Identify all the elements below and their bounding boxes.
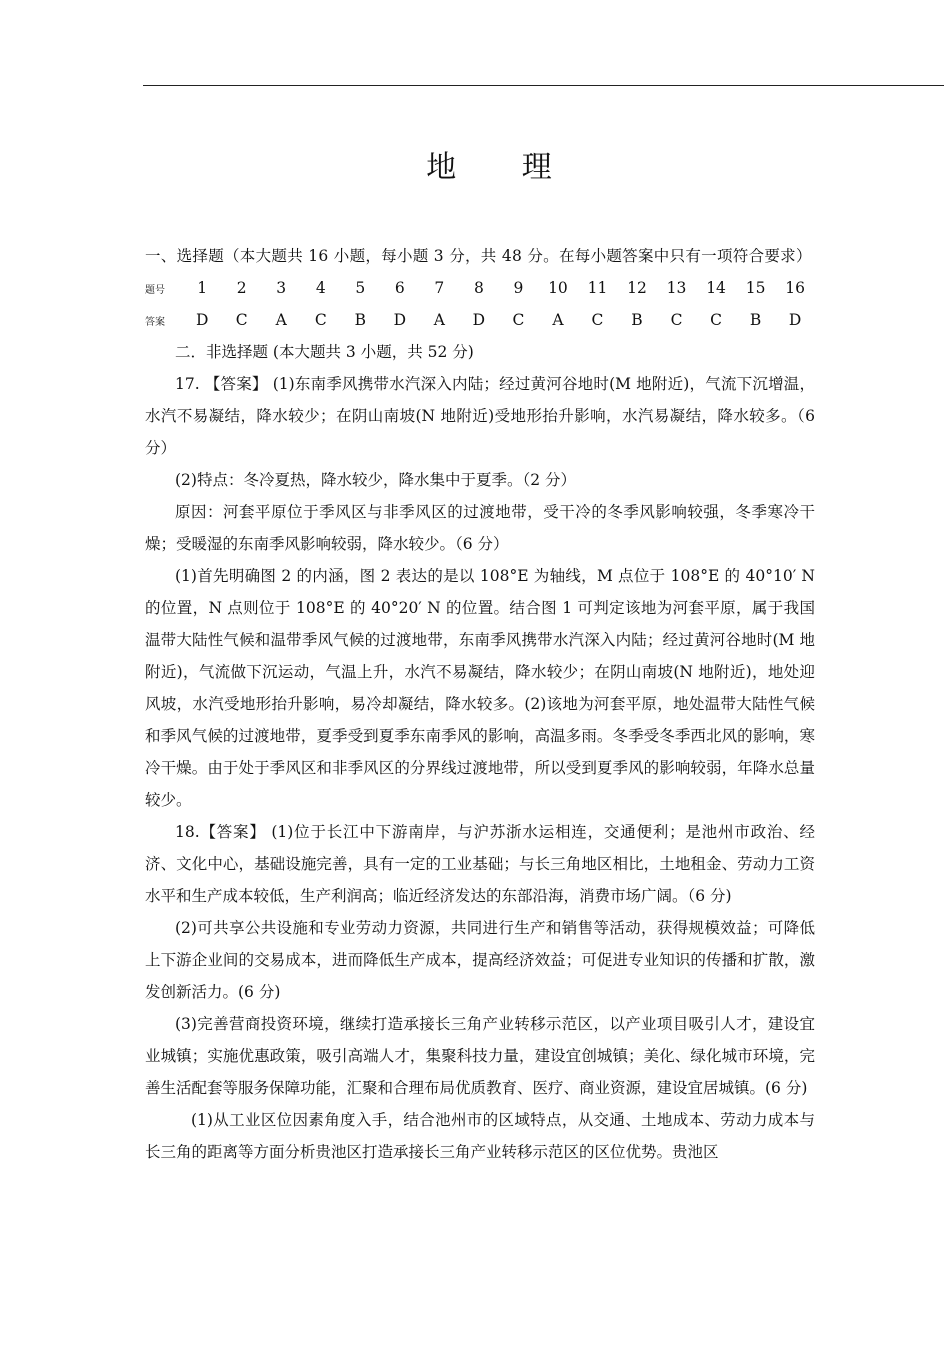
- question-number-label: 题号: [145, 284, 165, 296]
- section2-heading: 二．非选择题 (本大题共 3 小题，共 52 分): [175, 343, 474, 361]
- answer-cell: C: [235, 311, 248, 329]
- question-number: 4: [315, 279, 326, 297]
- answer-cell: D: [393, 311, 407, 329]
- question-number: 7: [434, 279, 445, 297]
- question-number: 6: [394, 279, 405, 297]
- question-number: 12: [627, 279, 647, 297]
- q18-answer-part3: (3)完善营商投资环境，继续打造承接长三角产业转移示范区，以产业项目吸引人才，建设宜业城镇；实施优惠政策，吸引高端人才，集聚科技力量，建设宜创城镇；美化、绿化城市环境，完善生活配套等服务保障功能，汇聚和合理布局优质教育、医疗、商业资源，建设宜居城镇。(6 分): [145, 1015, 815, 1097]
- question-number: 5: [355, 279, 366, 297]
- answer-cell: C: [670, 311, 683, 329]
- question-number-row: [145, 272, 815, 304]
- question-number: 10: [548, 279, 568, 297]
- answer-cell: C: [314, 311, 327, 329]
- answer-cell: A: [433, 311, 445, 329]
- answer-cell: B: [631, 311, 643, 329]
- question-number: 11: [587, 279, 608, 297]
- q17-analysis: (1)首先明确图 2 的内涵，图 2 表达的是以 108°E 为轴线，M 点位于 108°E 的 40°10′ N 的位置，N 点则位于 108°E 的 40°20′ N 的位置。结合图 1 可判定该地为河套平原，属于我国温带大陆性气候和温带季风气候的过渡地带，东南季风携带水汽深入内陆；经过黄河谷地时(M 地附近)，气流做下沉运动，气温上升，水汽不易凝结，降水较少；在阴山南坡(N 地附近)，地处迎风坡，水汽受地形抬升影响，易冷却凝结，降水较多。(2)该地为河套平原，地处温带大陆性气候和季风气候的过渡地带，夏季受到夏季东南季风的影响，高温多雨。冬季受冬季西北风的影响，寒冷干燥。由于处于季风区和非季风区的分界线过渡地带，所以受到夏季风的影响较弱，年降水总量较少。: [145, 567, 815, 809]
- q18-answer-part1: 18.【答案】 (1)位于长江中下游南岸，与沪苏浙水运相连，交通便利；是池州市政治、经济、文化中心，基础设施完善，具有一定的工业基础；与长三角地区相比，土地租金、劳动力工资水平和生产成本较低，生产利润高；临近经济发达的东部沿海，消费市场广阔。（6 分): [145, 823, 815, 905]
- answer-cell: D: [195, 311, 209, 329]
- question-number: 14: [706, 279, 726, 297]
- answer-cell: D: [788, 311, 802, 329]
- question-number: 13: [666, 279, 687, 297]
- question-number: 15: [745, 279, 766, 297]
- answer-label: 答案: [145, 316, 165, 328]
- q17-answer-part1: 17. 【答案】 (1)东南季风携带水汽深入内陆；经过黄河谷地时(M 地附近)，气流下沉增温，水汽不易凝结，降水较少；在阴山南坡(N 地附近)受地形抬升影响，水汽易凝结，降水较多。（6 分）: [145, 375, 815, 457]
- answer-cell: B: [749, 311, 762, 329]
- question-number: 1: [197, 279, 208, 297]
- answer-cell: B: [354, 311, 366, 329]
- q17-answer-part2: (2)特点：冬冷夏热，降水较少，降水集中于夏季。（2 分）: [175, 471, 576, 489]
- q17-answer-reason: 原因：河套平原位于季风区与非季风区的过渡地带，受干冷的冬季风影响较强，冬季寒冷干燥；受暖湿的东南季风影响较弱，降水较少。（6 分）: [145, 503, 815, 553]
- section1-heading: 一、选择题（本大题共 16 小题，每小题 3 分，共 48 分。在每小题答案中只有一项符合要求）: [145, 247, 812, 265]
- question-number: 3: [276, 279, 287, 297]
- answer-cell: A: [275, 311, 287, 329]
- answer-cell: D: [472, 311, 486, 329]
- question-number: 9: [513, 279, 524, 297]
- answer-cell: A: [552, 311, 564, 329]
- q18-answer-part2: (2)可共享公共设施和专业劳动力资源，共同进行生产和销售等活动，获得规模效益；可降低上下游企业间的交易成本，进而降低生产成本，提高经济效益；可促进专业知识的传播和扩散，激发创新活力。(6 分): [145, 919, 815, 1001]
- question-number: 16: [785, 279, 805, 297]
- answer-row: [145, 304, 815, 336]
- answer-cell: C: [512, 311, 525, 329]
- header-rule: [143, 85, 944, 86]
- question-number: 8: [473, 279, 484, 297]
- question-number: 2: [236, 279, 247, 297]
- page-title: 地 理: [426, 150, 580, 185]
- answer-cell: C: [710, 311, 722, 329]
- answer-cell: C: [591, 311, 604, 329]
- q18-analysis: (1)从工业区位因素角度入手，结合池州市的区域特点，从交通、土地成本、劳动力成本与长三角的距离等方面分析贵池区打造承接长三角产业转移示范区的区位优势。贵池区: [145, 1111, 815, 1161]
- document-body: [145, 240, 815, 1168]
